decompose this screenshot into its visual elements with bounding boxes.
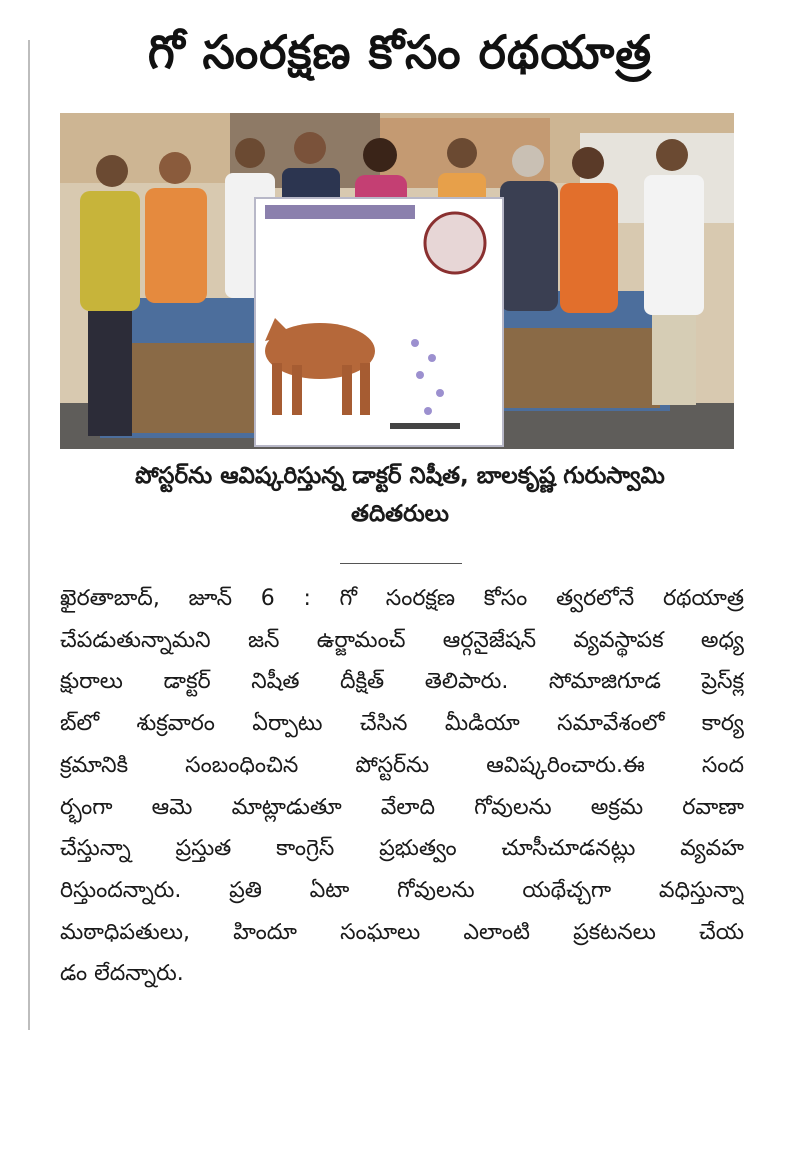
body-line: డం లేదన్నారు. [60, 961, 184, 987]
photo-of-press-event [60, 113, 734, 449]
headline: గో సంరక్షణ కోసం రథయాత్ర [147, 25, 653, 79]
body-line: చేపడుతున్నామని జన్ ఉర్జామంచ్ ఆర్గనైజేషన్ వ్యవస్థాపక అధ్య [60, 627, 744, 653]
caption-line-1: పోస్టర్‌ను ఆవిష్కరిస్తున్న డాక్టర్ నిషీత, బాలకృష్ణ గురుస్వామి [135, 463, 665, 489]
caption-line-2: తదితరులు [351, 501, 449, 527]
body-line: చేస్తున్నా ప్రస్తుత కాంగ్రెస్ ప్రభుత్వం చూసీచూడనట్లు వ్యవహ [60, 836, 744, 862]
caption-divider [340, 563, 462, 564]
body-line: ర్భంగా ఆమె మాట్లాడుతూ వేలాది గోవులను అక్రమ రవాణా [60, 794, 744, 820]
article-body [60, 578, 744, 995]
body-line: క్షురాలు డాక్టర్ నిషీత దీక్షిత్ తెలిపారు. సోమాజిగూడ ప్రెస్‌క్ల [60, 669, 744, 695]
body-line: ఖైరతాబాద్, జూన్ 6 : గో సంరక్షణ కోసం త్వరలోనే రథయాత్ర [60, 586, 744, 611]
photo-caption [60, 457, 740, 533]
body-line: మఠాధిపతులు, హిందూ సంఘాలు ఎలాంటి ప్రకటనలు చేయ [60, 919, 744, 945]
news-photo [60, 113, 734, 449]
body-line: బ్‌లో శుక్రవారం ఏర్పాటు చేసిన మీడియా సమావేశంలో కార్య [60, 711, 744, 737]
column-rule [28, 40, 30, 1030]
body-line: క్రమానికి సంబంధించిన పోస్టర్‌ను ఆవిష్కరించారు.ఈ సంద [60, 752, 744, 778]
body-line: రిస్తుందన్నారు. ప్రతి ఏటా గోవులను యథేచ్చగా వధిస్తున్నా [60, 877, 744, 903]
